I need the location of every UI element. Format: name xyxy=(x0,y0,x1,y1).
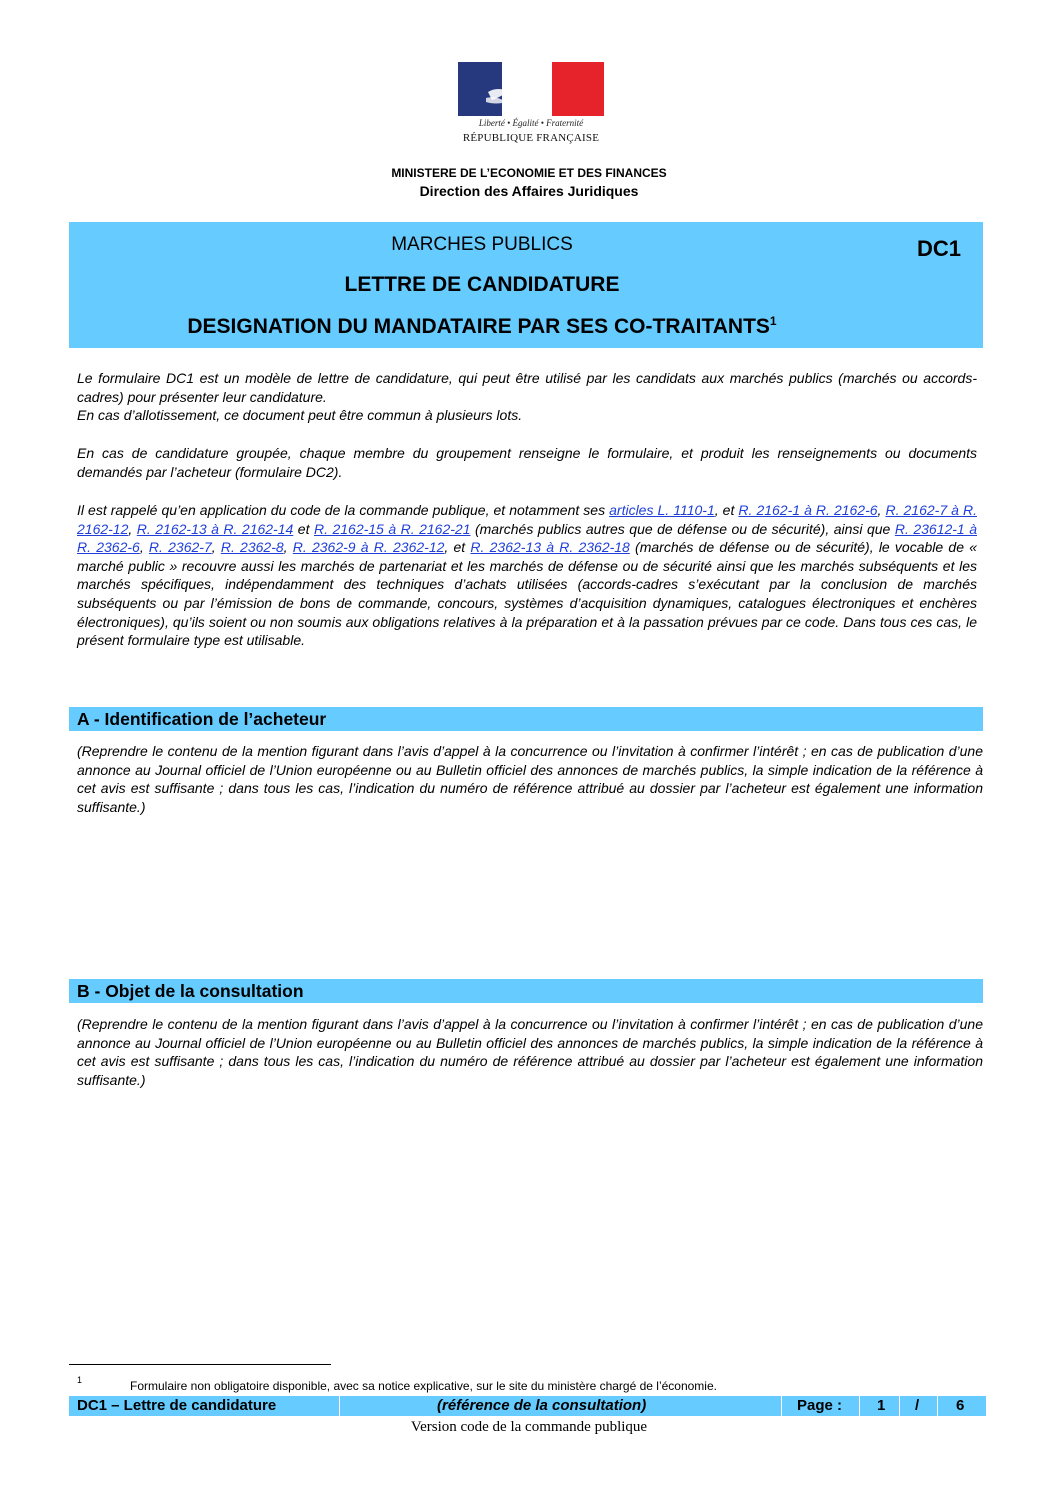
ministry-direction: Direction des Affaires Juridiques xyxy=(419,183,639,199)
logo-republique-francaise: RÉPUBLIQUE FRANÇAISE xyxy=(462,132,600,144)
section-b-title: B - Objet de la consultation xyxy=(77,981,304,1001)
republique-francaise-logo xyxy=(458,62,606,148)
link-r2362-7[interactable]: R. 2362-7 xyxy=(148,539,212,556)
link-r2362-9[interactable]: R. 2362-9 à R. 2362-12 xyxy=(292,539,445,556)
marianne-flag-icon xyxy=(458,62,604,116)
form-code: DC1 xyxy=(916,236,961,261)
link-r2362-13[interactable]: R. 2362-13 à R. 2362-18 xyxy=(470,539,630,556)
section-a-instructions: (Reprendre le contenu de la mention figurant dans l’avis d’appel à la concurrence ou l’invitation à confirmer l’intérêt ; en cas de publication d’une annonce au Journal officiel de l’Union européenne ou au Bulletin officiel des annonces de marchés publics, la simple indication de la référence à cet avis est suffisante ; dans tous les cas, l’indication du numéro de référence attribué au dossier par l’acheteur est également une information suffisante.) xyxy=(77,743,983,815)
link-r2162-7[interactable]: R. 2162-7 à R. 2162-12 xyxy=(77,502,977,537)
link-r2362-8[interactable]: R. 2362-8 xyxy=(220,539,284,556)
intro-text: Il est rappelé qu’en application du code de la commande publique, et notamment ses xyxy=(77,502,610,518)
intro-paragraph-1b-text: En cas d’allotissement, ce document peut être commun à plusieurs lots. xyxy=(77,407,523,424)
section-b-instructions: (Reprendre le contenu de la mention figurant dans l’avis d’appel à la concurrence ou l’invitation à confirmer l’intérêt ; en cas de publication d’une annonce au Journal officiel de l’Union européenne ou au Bulletin officiel des annonces de marchés publics, la simple indication de la référence à cet avis est suffisante ; dans tous les cas, l’indication du numéro de référence attribué au dossier par l’acheteur est également une information suffisante.) xyxy=(77,1016,983,1088)
intro-text: , et xyxy=(444,539,471,556)
footer-form-name: DC1 – Lettre de candidature xyxy=(77,1397,277,1414)
intro-text: , xyxy=(211,539,221,556)
section-b-header xyxy=(69,979,983,1003)
link-r2162-13[interactable]: R. 2162-13 à R. 2162-14 xyxy=(136,520,294,537)
footnote-reference[interactable]: 1 xyxy=(769,314,777,328)
ministry-name: MINISTERE DE L’ECONOMIE ET DES FINANCES xyxy=(391,166,667,180)
header-title-designation-text: DESIGNATION DU MANDATAIRE PAR SES CO-TRAITANTS xyxy=(187,315,770,338)
footnote-divider xyxy=(69,1364,331,1365)
intro-text: , xyxy=(877,502,886,518)
intro-text: (marchés de défense ou de sécurité), le vocable de « marché public » recouvre aussi les marchés de partenariat et les marchés de défense ou de sécurité ainsi que les marchés subséquents et les marchés spécifiques, indépendamment des techniques d’achats utilisées (accords-cadres s’exécutant par la conclusion de marchés subséquents ou par l’émission de bons de commande, concours, systèmes d’acquisition dynamiques, catalogues électroniques et enchères électroniques), qu’ils soient ou non soumis aux obligations relatives à la préparation et à la passation prévues par ce code. Dans tous ces cas, le présent formulaire type est utilisable. xyxy=(77,539,977,649)
link-articles-l1110-1[interactable]: articles L. 1110-1 xyxy=(609,502,715,518)
footnote-text: Formulaire non obligatoire disponible, avec sa notice explicative, sur le site du ministère chargé de l’économie. xyxy=(130,1379,717,1393)
intro-text: , xyxy=(128,520,137,537)
form-header xyxy=(69,222,983,348)
intro-text: , xyxy=(139,539,149,556)
intro-text: et xyxy=(293,520,314,537)
footer-page-number: 1 xyxy=(877,1397,886,1414)
link-r2162-15[interactable]: R. 2162-15 à R. 2162-21 xyxy=(313,520,471,537)
intro-paragraph-2: En cas de candidature groupée, chaque membre du groupement renseigne le formulaire, et produit les renseignements ou documents demandés par l’acheteur (formulaire DC2). xyxy=(77,445,977,480)
link-r2162-1[interactable]: R. 2162-1 à R. 2162-6 xyxy=(738,502,878,518)
intro-paragraph-1 xyxy=(77,369,977,425)
intro-text: , et xyxy=(714,502,739,518)
header-title-designation xyxy=(69,314,895,339)
version-label: Version code de la commande publique xyxy=(410,1419,648,1435)
section-a-title: A - Identification de l’acheteur xyxy=(77,709,327,729)
intro-paragraph-1-text: Le formulaire DC1 est un modèle de lettre de candidature, qui peut être utilisé par les candidats aux marchés publics (marchés ou accords-cadres) pour présenter leur candidature. xyxy=(77,370,977,405)
footer-consultation-reference: (référence de la consultation) xyxy=(437,1397,647,1414)
footer-page-label: Page : xyxy=(797,1397,843,1414)
footer-page-total: 6 xyxy=(956,1397,965,1414)
footnote-number: 1 xyxy=(77,1375,83,1385)
link-r23612-1[interactable]: R. 23612-1 à R. 2362-6 xyxy=(77,520,977,556)
intro-text: (marchés publics autres que de défense ou de sécurité), ainsi que xyxy=(470,520,895,537)
header-subtitle: MARCHES PUBLICS xyxy=(391,234,573,255)
logo-motto: Liberté • Égalité • Fraternité xyxy=(478,118,584,128)
intro-paragraph-3 xyxy=(77,501,977,650)
page-footer xyxy=(69,1396,986,1416)
marianne-profile-icon xyxy=(458,62,604,116)
footer-page-separator: / xyxy=(915,1397,920,1414)
intro-text: , xyxy=(283,539,293,556)
section-a-header xyxy=(69,707,983,731)
header-title-lettre: LETTRE DE CANDIDATURE xyxy=(344,273,620,296)
